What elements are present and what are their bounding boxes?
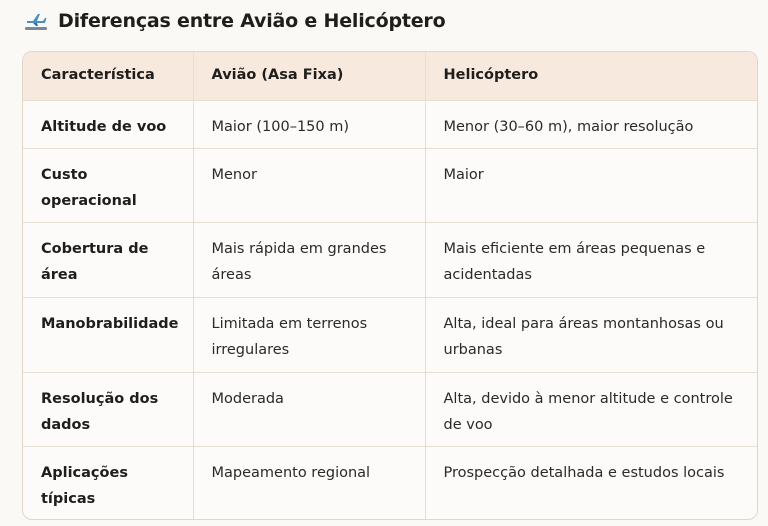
airplane-cell: Mapeamento regional [193, 447, 425, 519]
airplane-cell: Limitada em terrenos irregulares [193, 298, 425, 372]
feature-cell: Resolução dos dados [23, 372, 193, 446]
feature-cell: Manobrabilidade [23, 298, 193, 372]
table-row [23, 223, 757, 298]
section-heading [24, 6, 445, 36]
feature-cell: Altitude de voo [23, 100, 193, 148]
table-row [23, 148, 757, 222]
feature-cell: Aplicações típicas [23, 447, 193, 519]
column-header-helicopter: Helicóptero [425, 52, 757, 100]
helicopter-cell: Prospecção detalhada e estudos locais [443, 465, 725, 482]
comparison-table [22, 51, 758, 520]
helicopter-cell: Alta, devido à menor altitude e controle de voo [425, 372, 757, 446]
table-row [23, 298, 757, 372]
column-header-feature: Característica [23, 52, 193, 100]
airplane-icon [24, 10, 48, 32]
feature-cell: Custo operacional [23, 148, 193, 222]
page-title: Diferenças entre Avião e Helicóptero [58, 10, 446, 32]
table-row [23, 100, 757, 148]
table-row [23, 372, 757, 446]
feature-cell: Cobertura de área [23, 223, 193, 298]
airplane-cell: Mais rápida em grandes áreas [193, 223, 425, 298]
table-row [23, 447, 757, 519]
airplane-cell: Menor [193, 148, 425, 222]
table-header-row [23, 52, 757, 100]
airplane-cell: Moderada [193, 372, 425, 446]
column-header-airplane: Avião (Asa Fixa) [193, 52, 425, 100]
airplane-cell: Maior (100–150 m) [193, 100, 425, 148]
helicopter-cell: Mais eficiente em áreas pequenas e acidentadas [425, 223, 757, 298]
helicopter-cell: Alta, ideal para áreas montanhosas ou urbanas [425, 298, 757, 372]
helicopter-cell: Maior [425, 148, 757, 222]
helicopter-cell: Menor (30–60 m), maior resolução [425, 100, 757, 148]
